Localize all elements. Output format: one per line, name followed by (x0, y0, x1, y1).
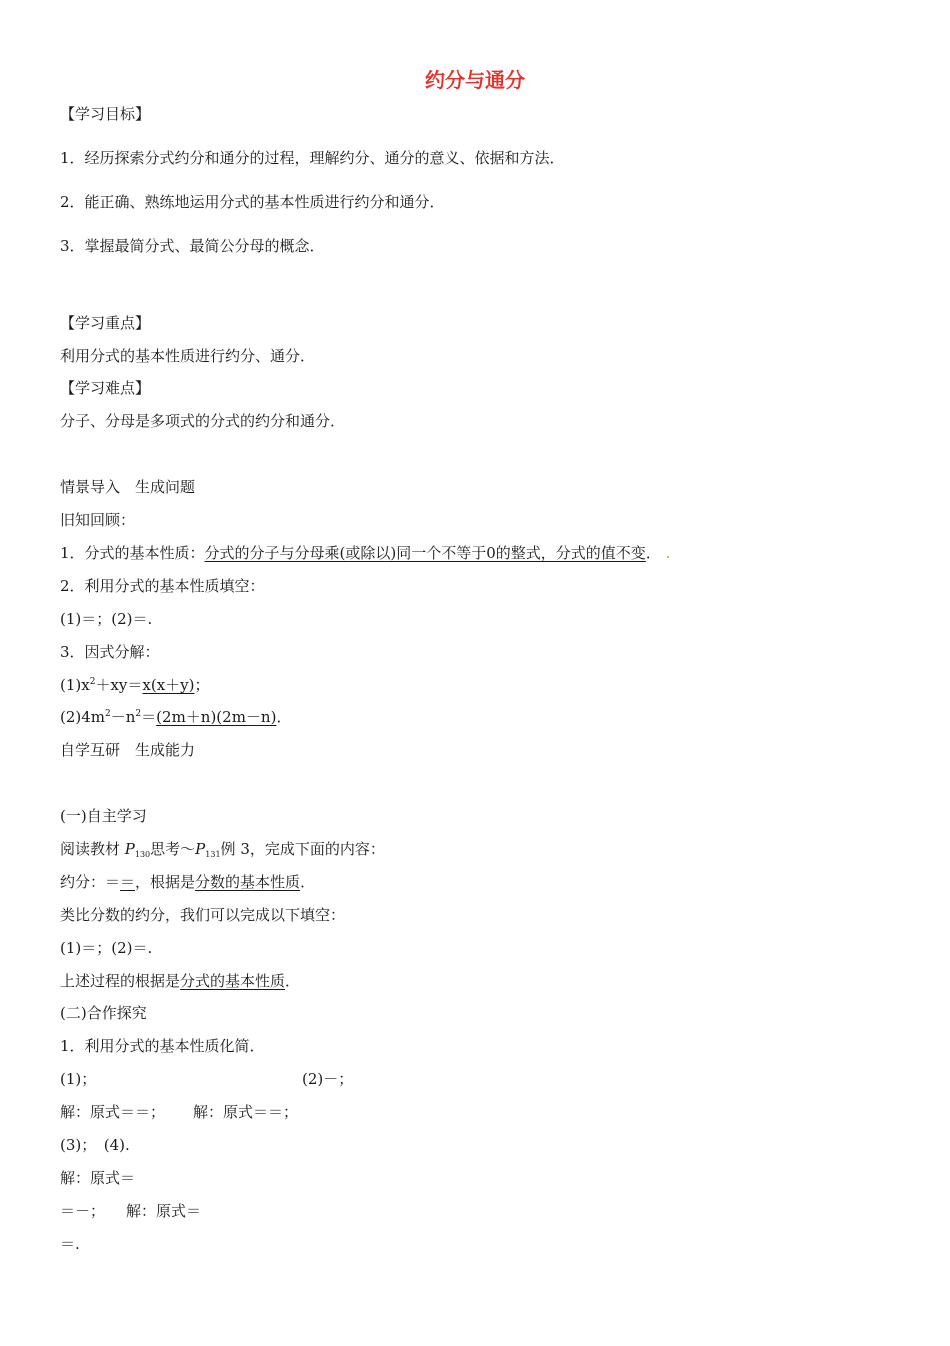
objective-1: 1．经历探索分式约分和通分的过程，理解约分、通分的意义、依据和方法． (60, 149, 565, 167)
basis-suffix: ． (285, 972, 301, 990)
page-number-a: 130 (134, 850, 151, 859)
objective-2: 2．能正确、熟练地运用分式的基本性质进行约分和通分． (60, 193, 445, 211)
factor-2-suffix: ． (276, 708, 292, 726)
factor-1-mid: ＋xy＝ (95, 676, 143, 694)
solution-1: 解：原式＝＝； (60, 1103, 166, 1121)
basis-line (60, 971, 300, 991)
self-study-heading: 自学互研 生成能力 (60, 741, 196, 759)
exercise-items-row-2: (3)； (4). (60, 1136, 130, 1154)
basis-answer: 分式的基本性质 (180, 972, 286, 990)
solutions-row-2 (60, 1201, 360, 1221)
page-number-b: 131 (205, 850, 221, 859)
part2-heading: (二)合作探究 (60, 1004, 147, 1022)
analogy-items: (1)＝；(2)＝. (60, 939, 153, 957)
factor-1-prefix: (1)x (60, 676, 90, 694)
solutions-row-1 (60, 1102, 460, 1122)
factor-1-answer: x(x＋y) (142, 676, 195, 694)
review-question-1 (60, 543, 670, 563)
intro-heading: 情景导入 生成问题 (60, 478, 196, 496)
factor-2-eq: ＝ (141, 708, 157, 726)
review-question-2: 2．利用分式的基本性质填空： (60, 577, 265, 595)
q1-answer: 分式的分子与分母乘(或除以)同一个不等于0的整式，分式的值不变 (204, 544, 646, 562)
page-letter: P (124, 840, 135, 858)
solution-3-end: ＝－； (60, 1202, 106, 1220)
yuefen-prefix: 约分：＝ (60, 873, 121, 891)
difficulties-heading: 【学习难点】 (60, 379, 151, 397)
document-title: 约分与通分 (425, 68, 525, 92)
exercise-items-row-1 (60, 1069, 460, 1089)
solution-4-end: ＝. (60, 1235, 80, 1253)
exercise-item-2: (2)－； (302, 1070, 354, 1088)
key-points-text: 利用分式的基本性质进行约分、通分． (60, 347, 316, 365)
factor-2-answer: (2m＋n)(2m－n) (156, 708, 277, 726)
part1-heading: (一)自主学习 (60, 807, 147, 825)
factor-2-prefix: (2)4m (60, 708, 106, 726)
factor-1-suffix: ； (194, 676, 210, 694)
factor-item-2 (60, 707, 291, 727)
yuefen-mid: ，根据是 (135, 873, 196, 891)
difficulties-text: 分子、分母是多项式的分式的约分和通分． (60, 412, 346, 430)
q1-suffix: ． (645, 544, 661, 562)
solution-4-start: 解：原式＝ (126, 1202, 202, 1220)
read-prefix: 阅读教材 (60, 840, 125, 858)
factor-item-1 (60, 675, 210, 695)
exponent: 2 (105, 709, 111, 719)
read-mid: 思考～ (150, 840, 196, 858)
reading-instruction (60, 839, 385, 859)
review-label: 旧知回顾： (60, 511, 136, 529)
q1-prefix: 1．分式的基本性质： (60, 544, 205, 562)
exercise-item-1: (1)； (60, 1070, 97, 1088)
exponent: 2 (89, 677, 96, 687)
solution-2: 解：原式＝＝； (193, 1103, 299, 1121)
basis-prefix: 上述过程的根据是 (60, 972, 181, 990)
yuefen-equals: ＝ (120, 873, 136, 891)
exponent: 2 (135, 709, 142, 719)
analogy-text: 类比分数的约分，我们可以完成以下填空： (60, 906, 346, 924)
yuefen-line (60, 872, 315, 892)
stray-dot-mark: . (660, 544, 671, 562)
exploration-question-1: 1．利用分式的基本性质化简． (60, 1037, 265, 1055)
solution-3-start: 解：原式＝ (60, 1169, 136, 1187)
read-suffix: 例 3，完成下面的内容： (220, 840, 385, 858)
review-question-2-items: (1)＝；(2)＝. (60, 610, 153, 628)
key-points-heading: 【学习重点】 (60, 314, 151, 332)
yuefen-suffix: ． (300, 873, 316, 891)
review-question-3: 3．因式分解： (60, 643, 160, 661)
page-letter: P (195, 840, 206, 858)
objectives-heading: 【学习目标】 (60, 105, 151, 123)
factor-2-mid: －n (110, 708, 136, 726)
objective-3: 3．掌握最简分式、最简公分母的概念． (60, 237, 325, 255)
yuefen-answer: 分数的基本性质 (195, 873, 301, 891)
